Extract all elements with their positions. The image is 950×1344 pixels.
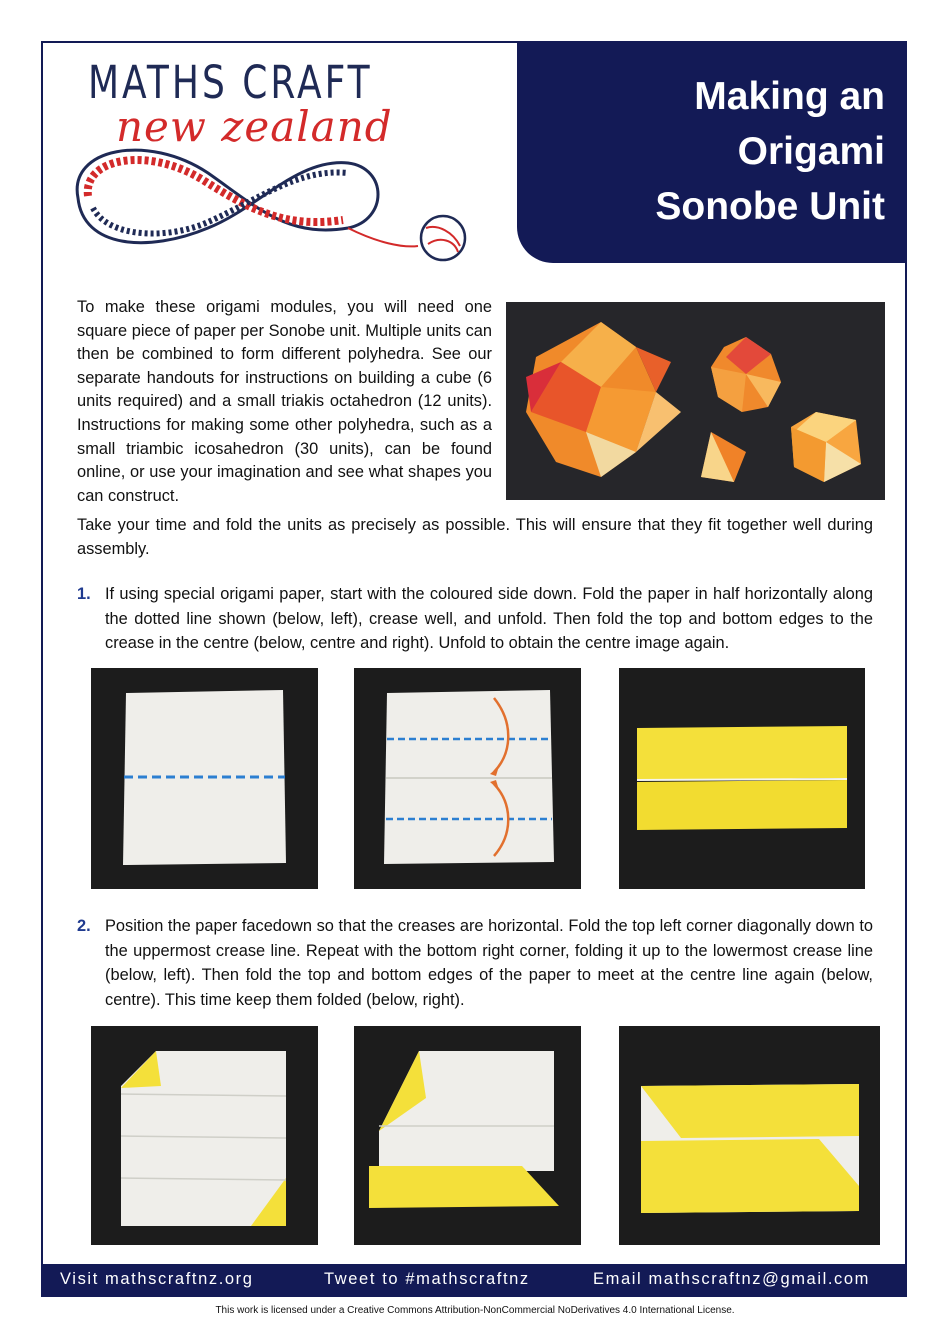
footer-bar: [41, 1264, 907, 1297]
step1-photo-centre: [354, 668, 581, 889]
page-title-line-3: Sonobe Unit: [655, 185, 885, 228]
step1-photo-left: [91, 668, 318, 889]
step2-photo-left: [91, 1026, 318, 1245]
logo-subtitle: new zealand: [116, 102, 393, 151]
page-title-line-1: Making an: [694, 75, 885, 118]
step2-photo-right: [619, 1026, 880, 1245]
step-2-number: 2.: [77, 917, 91, 935]
step-2-text: Position the paper facedown so that the creases are horizontal. Fold the top left corner diagonally down to the uppermost crease line. Repeat with the bottom right corner, folding it up to the lowermost crease line (below, left). Then fold the top and bottom edges of the paper to meet at the centre line again (below, centre). This time keep them folded (below, right).: [105, 917, 873, 1009]
intro-paragraph: To make these origami modules, you will need one square piece of paper per Sonobe unit. Multiple units can then be combined to form different polyhedra. See our separate handouts for instructions on building a cube (6 units required) and a small triakis octahedron (12 units). Instructions for making some other polyhedra, such as a small triambic icosahedron (30 units), can be found online, or use your imagination and see what shapes you can construct.: [77, 298, 492, 505]
polyhedra-photo: [506, 302, 885, 500]
step2-photo-centre: [354, 1026, 581, 1245]
logo-title: MATHS CRAFT: [88, 58, 373, 110]
footer-email-link[interactable]: Email mathscraftnz@gmail.com: [593, 1270, 871, 1288]
infinity-yarn-icon: [58, 128, 478, 266]
take-time-paragraph: Take your time and fold the units as precisely as possible. This will ensure that they fit together well during assembly.: [77, 516, 873, 558]
footer-tweet-link[interactable]: Tweet to #mathscraftnz: [324, 1270, 530, 1288]
step-1-text: If using special origami paper, start with the coloured side down. Fold the paper in half horizontally along the dotted line shown (below, left), crease well, and unfold. Then fold the top and bottom edges to the crease in the centre (below, centre and right). Unfold to obtain the centre image again.: [105, 585, 873, 652]
step-2: [77, 914, 873, 1012]
step-1-number: 1.: [77, 585, 91, 603]
title-banner: [517, 41, 907, 263]
license-notice: This work is licensed under a Creative Commons Attribution-NonCommercial NoDerivatives 4.0 International License.: [215, 1305, 735, 1316]
footer-visit-link[interactable]: Visit mathscraftnz.org: [60, 1270, 254, 1288]
step-1: [77, 582, 873, 656]
page-title-line-2: Origami: [737, 130, 885, 173]
step1-photo-right: [619, 668, 865, 889]
logo: [58, 58, 478, 266]
